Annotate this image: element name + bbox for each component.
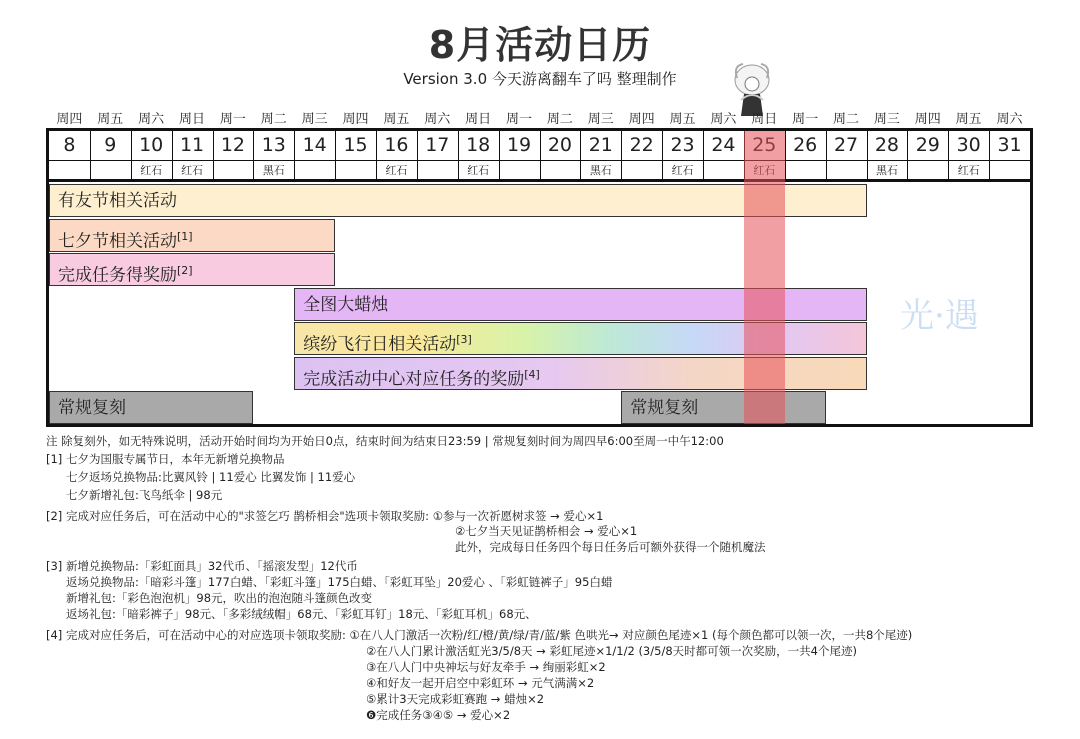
weekday-label: 周二 bbox=[260, 112, 287, 127]
stone-label: 黑石 bbox=[589, 164, 612, 177]
event-bar bbox=[621, 391, 825, 424]
day-number: 24 bbox=[711, 134, 736, 156]
weekday-label: 周五 bbox=[97, 112, 124, 127]
day-divider bbox=[948, 131, 949, 179]
weekday-label: 周六 bbox=[138, 112, 165, 127]
page-subtitle: Version 3.0 今天游离翻车了吗 整理制作 bbox=[403, 70, 677, 88]
event-label: 缤纷飞行日相关活动 bbox=[303, 334, 457, 355]
day-divider bbox=[907, 131, 908, 179]
day-number: 17 bbox=[425, 134, 450, 156]
event-label: 七夕节相关活动 bbox=[58, 231, 177, 252]
weekday-label: 周一 bbox=[792, 112, 819, 127]
note-4-title: [4] 完成对应任务后，可在活动中心的对应选项卡领取奖励: ①在八人门激活一次粉/红/橙/黄/绿/青/蓝/紫 色哄光→ 对应颜色尾迹×1 (每个颜色都可以领一次，一共8个尾迹) bbox=[46, 628, 913, 642]
day-number: 13 bbox=[261, 134, 286, 156]
day-divider bbox=[294, 131, 295, 179]
event-label: 常规复刻 bbox=[630, 398, 699, 418]
event-label: 全图大蜡烛 bbox=[303, 294, 389, 315]
stone-label: 红石 bbox=[385, 164, 408, 177]
weekday-label: 周一 bbox=[219, 112, 246, 127]
day-divider bbox=[989, 131, 990, 179]
day-number: 18 bbox=[466, 134, 491, 156]
day-divider bbox=[90, 131, 91, 179]
event-bar bbox=[49, 391, 253, 424]
watermark-logo: 光·遇 bbox=[900, 296, 979, 336]
weekday-label: 周三 bbox=[873, 112, 900, 127]
stone-label: 红石 bbox=[957, 164, 980, 177]
weekday-label: 周五 bbox=[669, 112, 696, 127]
day-divider bbox=[213, 131, 214, 179]
day-divider bbox=[253, 131, 254, 179]
weekday-label: 周六 bbox=[710, 112, 737, 127]
day-number: 10 bbox=[139, 134, 164, 156]
note-1-title: [1] 七夕为国服专属节日，本年无新增兑换物品 bbox=[46, 452, 285, 466]
day-number: 27 bbox=[833, 134, 859, 156]
day-number: 31 bbox=[997, 134, 1022, 156]
event-bar bbox=[49, 219, 335, 252]
day-number: 29 bbox=[915, 134, 940, 156]
day-divider bbox=[335, 131, 336, 179]
stone-label: 红石 bbox=[467, 164, 490, 177]
note-2-item: ②七夕当天见证鹊桥相会 → 爱心×1 bbox=[455, 524, 638, 538]
weekday-label: 周二 bbox=[833, 112, 860, 127]
note-3-return: 返场兑换物品:「暗彩斗篷」177白蜡、「彩虹斗篷」175白蜡、「彩虹耳坠」20爱心 、「彩虹链裤子」95白蜡 bbox=[66, 575, 613, 589]
day-number: 12 bbox=[220, 134, 246, 156]
note-3-return-pack: 返场礼包:「暗彩裤子」98元、「多彩绒绒帽」68元、「彩虹耳钉」18元、「彩虹耳机」68元、 bbox=[66, 607, 537, 621]
day-divider bbox=[458, 131, 459, 179]
day-divider bbox=[131, 131, 132, 179]
weekday-label: 周二 bbox=[546, 112, 573, 127]
stone-label: 红石 bbox=[181, 164, 204, 177]
page-title: 8月活动日历 bbox=[428, 23, 652, 67]
weekday-label: 周四 bbox=[628, 112, 655, 127]
weekday-label: 周六 bbox=[996, 112, 1023, 127]
stone-label: 黑石 bbox=[262, 164, 285, 177]
day-divider bbox=[621, 131, 622, 179]
day-number: 28 bbox=[874, 134, 900, 156]
stone-label: 红石 bbox=[671, 164, 694, 177]
today-highlight bbox=[744, 131, 785, 424]
stone-label: 黑石 bbox=[875, 164, 898, 177]
event-label: 完成活动中心对应任务的奖励 bbox=[303, 369, 525, 390]
note-4-item-2: ②在八人门累计激活虹光3/5/8天 → 彩虹尾迹×1/1/2 (3/5/8天时都可领一次奖励，一共4个尾迹) bbox=[366, 644, 857, 658]
day-number: 22 bbox=[629, 134, 654, 156]
weekday-label: 周三 bbox=[587, 112, 614, 127]
day-number: 19 bbox=[506, 134, 532, 156]
day-number: 9 bbox=[104, 134, 117, 156]
day-divider bbox=[580, 131, 581, 179]
event-footnote-ref: [1] bbox=[177, 229, 193, 243]
event-label: 完成任务得奖励 bbox=[58, 265, 177, 286]
note-1-pack: 七夕新增礼包:飞鸟纸伞 | 98元 bbox=[66, 488, 223, 502]
note-4-item-6: ❻完成任务③④⑤ → 爱心×2 bbox=[366, 708, 511, 722]
day-divider bbox=[826, 131, 827, 179]
note-4-item-5: ⑤累计3天完成彩虹赛跑 → 蜡烛×2 bbox=[366, 692, 545, 706]
day-divider bbox=[540, 131, 541, 179]
note-4-item-3: ③在八人门中央神坛与好友牵手 → 绚丽彩虹×2 bbox=[366, 660, 606, 674]
event-footnote-ref: [2] bbox=[177, 264, 193, 277]
day-number: 21 bbox=[588, 134, 613, 156]
weekday-label: 周四 bbox=[56, 112, 83, 127]
weekday-label: 周六 bbox=[424, 112, 451, 127]
note-2-extra: 此外，完成每日任务四个每日任务后可额外获得一个随机魔法 bbox=[455, 540, 766, 554]
weekday-label: 周五 bbox=[383, 112, 410, 127]
stone-label: 红石 bbox=[140, 164, 163, 177]
day-number: 16 bbox=[384, 134, 409, 156]
day-divider bbox=[417, 131, 418, 179]
event-footnote-ref: [3] bbox=[456, 333, 472, 346]
day-divider bbox=[662, 131, 663, 179]
day-divider bbox=[172, 131, 173, 179]
header-bottom bbox=[49, 179, 1030, 182]
day-divider bbox=[703, 131, 704, 179]
note-3-pack: 新增礼包:「彩色泡泡机」98元，吹出的泡泡随斗篷颜色改变 bbox=[66, 591, 373, 605]
note-3-title: [3] 新增兑换物品:「彩虹面具」32代币、「摇滚发型」12代币 bbox=[46, 559, 358, 573]
weekday-label: 周日 bbox=[179, 112, 206, 127]
day-divider bbox=[499, 131, 500, 179]
weekday-label: 周五 bbox=[955, 112, 982, 127]
weekday-label: 周四 bbox=[914, 112, 941, 127]
day-number: 14 bbox=[302, 134, 327, 156]
note-2-title: [2] 完成对应任务后，可在活动中心的"求签乞巧 鹊桥相会"选项卡领取奖励: ①参与一次祈愿树求签 → 爱心×1 bbox=[46, 509, 604, 523]
weekday-label: 周日 bbox=[751, 112, 778, 127]
day-divider bbox=[785, 131, 786, 179]
day-number: 8 bbox=[63, 134, 76, 156]
event-label: 有友节相关活动 bbox=[58, 191, 177, 211]
event-footnote-ref: [4] bbox=[524, 367, 540, 381]
weekday-label: 周四 bbox=[342, 112, 369, 127]
note-1-item: 七夕返场兑换物品:比翼风铃 | 11爱心 比翼发饰 | 11爱心 bbox=[66, 470, 356, 484]
note-general: 注 除复刻外，如无特殊说明，活动开始时间均为开始日0点，结束时间为结束日23:59 | 常规复刻时间为周四早6:00至周一中午12:00 bbox=[46, 434, 724, 448]
note-4-item-4: ④和好友一起开启空中彩虹环 → 元气满满×2 bbox=[366, 676, 595, 690]
day-divider bbox=[867, 131, 868, 179]
day-number: 23 bbox=[670, 134, 695, 156]
day-number: 11 bbox=[179, 134, 205, 156]
event-label: 常规复刻 bbox=[58, 398, 126, 418]
weekday-label: 周一 bbox=[506, 112, 533, 127]
header-divider bbox=[49, 160, 1030, 161]
weekday-label: 周三 bbox=[301, 112, 328, 127]
day-number: 26 bbox=[793, 134, 818, 156]
event-bar bbox=[49, 253, 335, 286]
day-number: 30 bbox=[956, 134, 981, 156]
day-number: 20 bbox=[547, 134, 573, 156]
weekday-label: 周日 bbox=[465, 112, 492, 127]
day-number: 15 bbox=[343, 134, 368, 156]
day-divider bbox=[376, 131, 377, 179]
